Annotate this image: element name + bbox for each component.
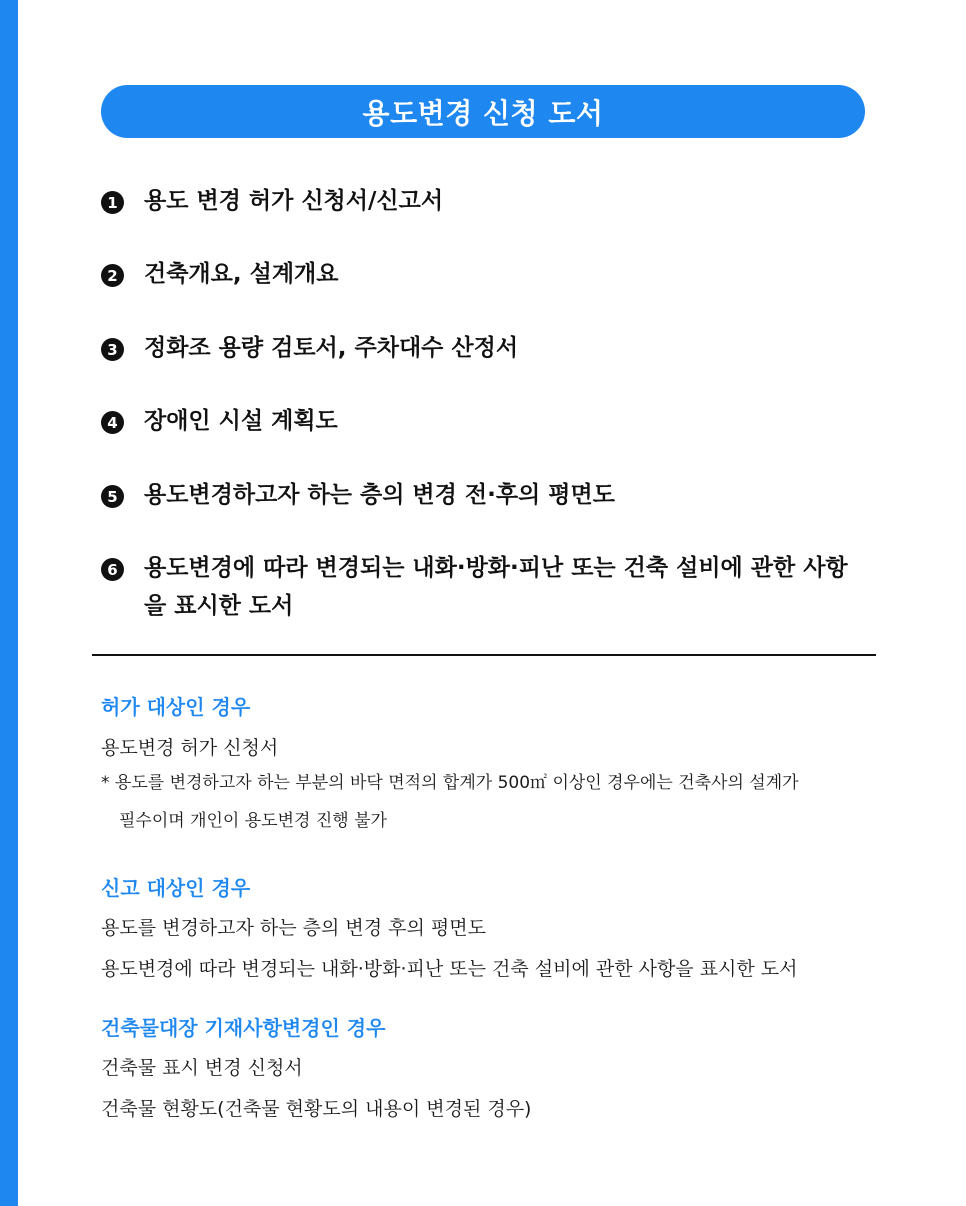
list-item xyxy=(101,335,854,367)
number-badge: 6 xyxy=(101,558,124,581)
permit-line-1: 용도변경 허가 신청서 xyxy=(101,737,279,759)
document-text: 정화조 용량 검토서, 주차대수 산정서 xyxy=(144,335,519,361)
permit-note-line-2: 필수이며 개인이 용도변경 진행 불가 xyxy=(119,811,387,831)
section-title-permit: 허가 대상인 경우 xyxy=(101,695,251,719)
report-line-2: 용도변경에 따라 변경되는 내화·방화·피난 또는 건축 설비에 관한 사항을 표시한 도서 xyxy=(101,958,798,980)
document-text: 장애인 시설 계획도 xyxy=(144,408,338,434)
number-badge: 3 xyxy=(101,338,124,361)
list-item xyxy=(101,555,854,625)
registry-line-1: 건축물 표시 변경 신청서 xyxy=(101,1057,303,1079)
list-item xyxy=(101,188,854,220)
list-item xyxy=(101,261,854,293)
number-badge: 5 xyxy=(101,485,124,508)
list-item xyxy=(101,482,854,514)
left-accent-bar xyxy=(0,0,18,1206)
document-text: 건축개요, 설계개요 xyxy=(144,261,339,287)
number-badge: 1 xyxy=(101,191,124,214)
page-title: 용도변경 신청 도서 xyxy=(362,96,604,130)
number-badge: 4 xyxy=(101,411,124,434)
header-banner xyxy=(101,85,865,138)
registry-line-2: 건축물 현황도(건축물 현황도의 내용이 변경된 경우) xyxy=(101,1098,532,1120)
section-divider xyxy=(92,654,876,656)
document-text: 용도변경에 따라 변경되는 내화·방화·피난 또는 건축 설비에 관한 사항을 표시한 도서 xyxy=(144,555,848,619)
permit-note xyxy=(101,764,881,840)
permit-note-line-1: * 용도를 변경하고자 하는 부분의 바닥 면적의 합계가 500㎡ 이상인 경우에는 건축사의 설계가 xyxy=(101,773,799,793)
section-title-report: 신고 대상인 경우 xyxy=(101,876,251,900)
number-badge: 2 xyxy=(101,264,124,287)
document-text: 용도 변경 허가 신청서/신고서 xyxy=(144,188,444,214)
document-text: 용도변경하고자 하는 층의 변경 전·후의 평면도 xyxy=(144,482,615,508)
section-title-registry: 건축물대장 기재사항변경인 경우 xyxy=(101,1016,386,1040)
list-item xyxy=(101,408,854,440)
report-line-1: 용도를 변경하고자 하는 층의 변경 후의 평면도 xyxy=(101,917,486,939)
